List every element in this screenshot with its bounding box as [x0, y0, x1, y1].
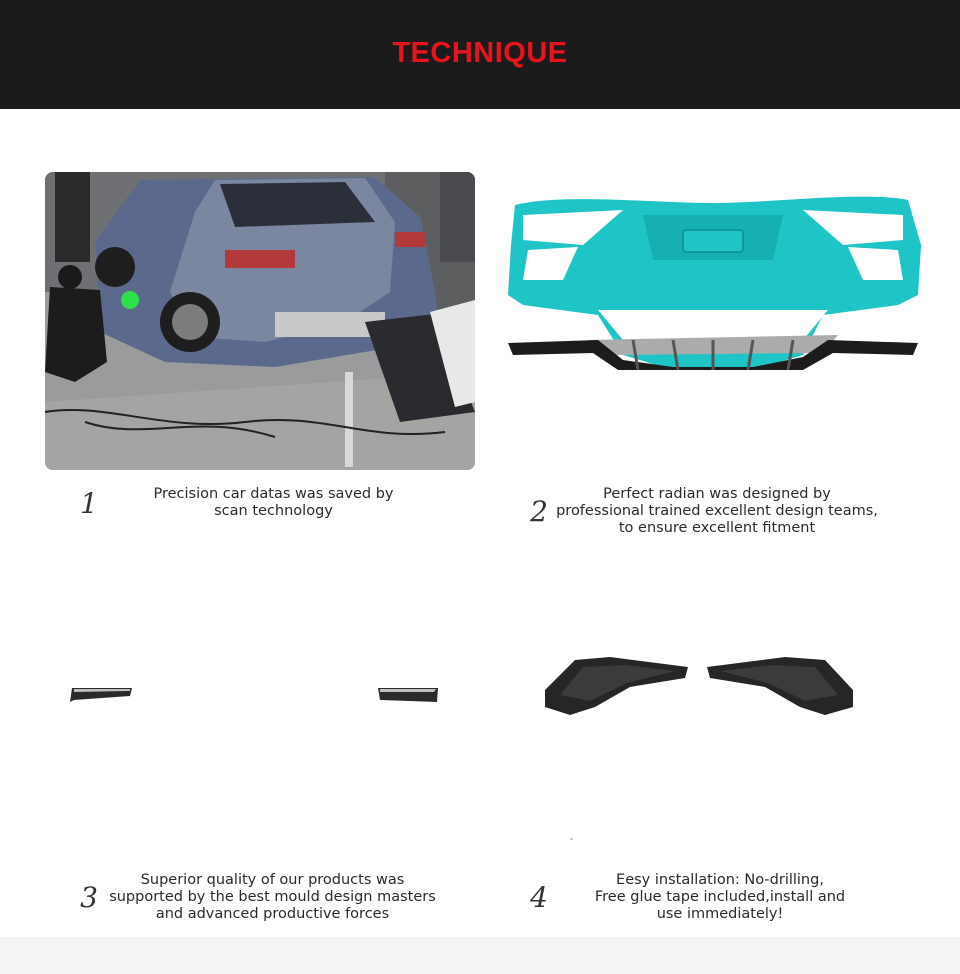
step-line: professional trained excellent design teams, — [556, 503, 878, 519]
speck — [570, 838, 573, 840]
step-number: 2 — [530, 495, 548, 528]
step-3-caption — [78, 872, 445, 923]
scanning-photo — [45, 172, 475, 470]
carbon-splitters-illustration — [535, 645, 860, 725]
step-line: Precision car datas was saved by — [153, 486, 394, 502]
scanning-photo-illustration — [45, 172, 475, 470]
bumper-3d-model — [503, 185, 923, 380]
step-text — [575, 872, 865, 923]
step-line: Free glue tape included,install and — [594, 889, 846, 905]
step-number: 4 — [530, 881, 548, 914]
side-lip-parts-illustration — [60, 672, 460, 722]
header-bar — [0, 0, 960, 109]
step-2-caption — [528, 486, 882, 537]
side-lip-parts — [60, 672, 460, 722]
step-line: scan technology — [214, 503, 333, 519]
step-line: Perfect radian was designed by — [603, 486, 831, 502]
step-text — [136, 486, 411, 520]
step-line: supported by the best mould design masters — [109, 889, 436, 905]
step-line: use immediately! — [656, 906, 784, 922]
step-number: 1 — [80, 486, 98, 520]
page-title: TECHNIQUE — [392, 36, 568, 69]
carbon-splitters — [535, 645, 860, 725]
step-line: and advanced productive forces — [155, 906, 390, 922]
step-4-caption — [528, 872, 865, 923]
step-line: Superior quality of our products was — [140, 872, 405, 888]
step-line: Eesy installation: No-drilling, — [616, 872, 824, 888]
step-number: 3 — [80, 881, 98, 914]
step-text — [552, 486, 882, 537]
step-1-caption — [78, 486, 411, 520]
bumper-3d-model-illustration — [503, 185, 923, 380]
step-text — [100, 872, 445, 923]
step-line: to ensure excellent fitment — [618, 520, 816, 536]
footer-strip — [0, 937, 960, 974]
